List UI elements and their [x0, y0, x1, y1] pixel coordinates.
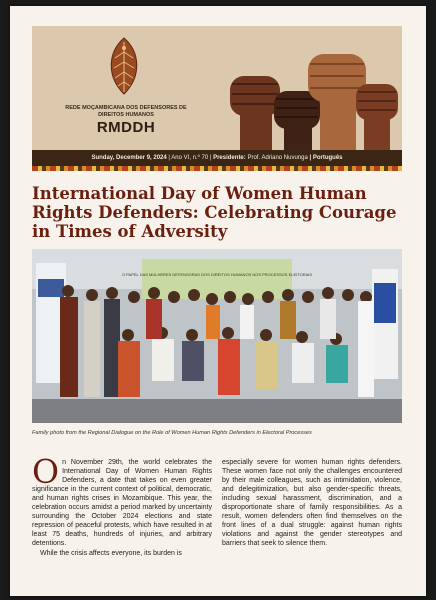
- fist-icon: [356, 84, 398, 150]
- fist-icon: [274, 91, 320, 150]
- article-headline: International Day of Women Human Rights Defenders: Celebrating Courage in Times of Adversity: [32, 184, 397, 241]
- language-label: | Português: [309, 155, 343, 161]
- president-name: Prof. Adriano Nuvunga: [247, 155, 308, 161]
- fist-icon: [230, 76, 280, 150]
- paragraph: n November 29th, the world celebrates the International Day of Women Human Rights Defenders, a date that takes on even greater significance in the current context of political, democratic, and human rights crises in Mozambique. This year, the celebration occurs amidst a period marked by uncertainty surrounding the October 2024 elections and state repression of peaceful protests, which have resulted in at least 75 deaths, hundreds of injuries, and arbitrary detentions.: [32, 459, 212, 548]
- newsletter-page: [10, 6, 426, 596]
- article-column-1: [32, 452, 212, 560]
- president-label: Presidente:: [213, 155, 246, 161]
- dateline-bar: [32, 150, 402, 166]
- leaf-logo-icon: [104, 36, 144, 96]
- masthead: [32, 26, 402, 150]
- paragraph: especially severe for women human rights defenders. These women face not only the challenges encountered by their male colleagues, such as intimidation, violence, and delegitimization, but also gender-specific threats, including sexual harassment, discrimination, and a disproportionate share of family responsibilities. As a result, women defenders often find themselves on the front lines of a dual struggle: against human rights violations and against the gender stereotypes and barriers that seek to silence them.: [222, 459, 402, 548]
- photo-banner-text: O PAPEL DAS MULHERES DEFENSORAS DOS DIREITOS HUMANOS NOS PROCESSOS ELEITORAIS: [121, 272, 313, 277]
- org-abbreviation: RMDDH: [96, 119, 156, 136]
- photo-caption: Family photo from the Regional Dialogue on the Role of Women Human Rights Defenders in Electoral Processes: [32, 430, 312, 436]
- issue-date: Sunday, December 9, 2024: [91, 155, 167, 161]
- org-name: REDE MOÇAMBICANA DOS DEFENSORES DE DIREITOS HUMANOS: [65, 105, 187, 118]
- raised-fists-illustration: [222, 36, 402, 150]
- article-body: [32, 452, 402, 560]
- issue-number: | Ano VI, n.º 70 |: [168, 155, 212, 161]
- decorative-pattern-strip: [32, 166, 402, 171]
- group-photo-illustration: [32, 249, 402, 423]
- article-column-2: [222, 458, 402, 560]
- paragraph: While the crisis affects everyone, its burden is: [40, 550, 182, 558]
- drop-cap: O: [32, 452, 60, 491]
- group-photo: [32, 249, 402, 423]
